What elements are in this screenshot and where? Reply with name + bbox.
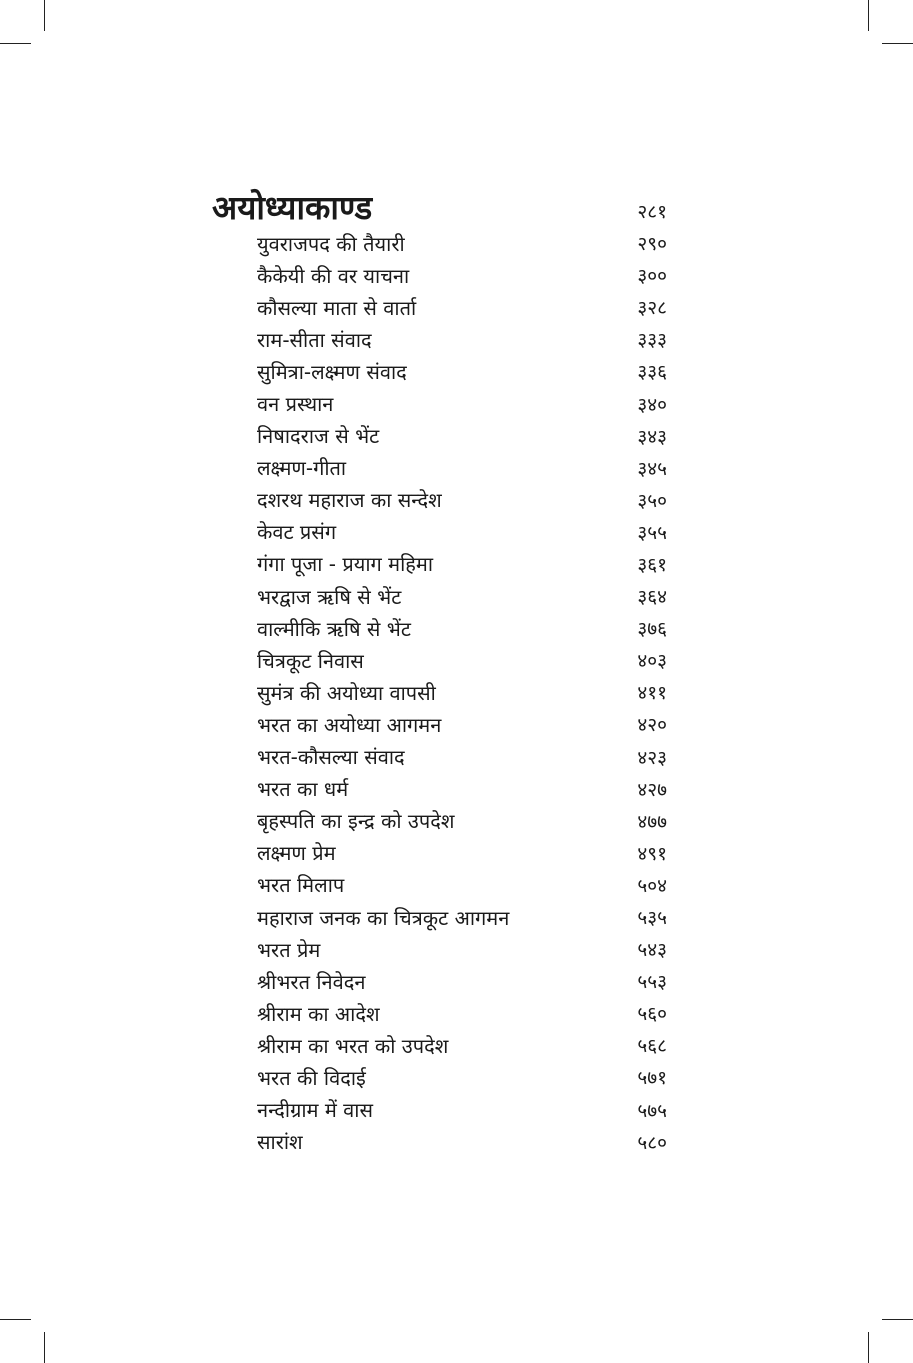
entry-title: लक्ष्मण-गीता (257, 456, 347, 481)
entry-title: केवट प्रसंग (257, 520, 337, 545)
entry-page-number: ५७५ (637, 1099, 667, 1122)
section-page-number: २८१ (637, 201, 667, 223)
entry-title: राम-सीता संवाद (257, 327, 372, 352)
toc-entry (257, 644, 667, 676)
entry-title: भरत की विदाई (257, 1065, 366, 1090)
entry-title: श्रीभरत निवेदन (257, 969, 366, 994)
entry-title: नन्दीग्राम में वास (257, 1098, 373, 1123)
toc-entry (257, 837, 667, 869)
entry-page-number: ३०० (637, 265, 667, 288)
toc-entry (257, 901, 667, 933)
toc-entry (257, 773, 667, 805)
entry-title: भरत मिलाप (257, 873, 345, 898)
entry-title: वन प्रस्थान (257, 392, 334, 417)
entry-title: भरत का अयोध्या आगमन (257, 712, 442, 737)
entry-page-number: ५७१ (637, 1067, 667, 1090)
entry-title: भरत का धर्म (257, 777, 349, 802)
toc-entry (257, 259, 667, 291)
toc-entry (257, 291, 667, 323)
entry-page-number: ३७६ (637, 618, 667, 641)
entry-title: युवराजपद की तैयारी (257, 231, 405, 256)
toc-entry (257, 965, 667, 997)
entry-page-number: ४७७ (637, 810, 667, 833)
entry-page-number: ३५५ (637, 521, 667, 544)
toc-entry (257, 869, 667, 901)
entry-page-number: ४२० (637, 714, 667, 737)
entry-page-number: ५५३ (637, 971, 667, 994)
entry-title: बृहस्पति का इन्द्र को उपदेश (257, 809, 455, 834)
entry-title: दशरथ महाराज का सन्देश (257, 488, 442, 513)
entry-page-number: ३३६ (637, 361, 667, 384)
entry-page-number: ३२८ (637, 297, 667, 320)
toc-entry (257, 676, 667, 708)
entry-title: लक्ष्मण प्रेम (257, 841, 336, 866)
entry-page-number: ४२३ (637, 746, 667, 769)
entry-title: भरद्वाज ऋषि से भेंट (257, 584, 402, 609)
entry-page-number: ५४३ (637, 939, 667, 962)
toc-entry (257, 741, 667, 773)
entry-title: सुमित्रा-लक्ष्मण संवाद (257, 359, 407, 384)
entry-page-number: ३४५ (637, 457, 667, 480)
entry-page-number: ३४० (637, 393, 667, 416)
toc-entry-list (257, 227, 667, 1158)
entry-page-number: ३५० (637, 489, 667, 512)
entry-page-number: ५३५ (637, 907, 667, 930)
entry-page-number: ४९१ (637, 842, 667, 865)
entry-title: श्रीराम का आदेश (257, 1001, 380, 1026)
entry-page-number: ३६१ (637, 553, 667, 576)
toc-entry (257, 227, 667, 259)
entry-page-number: ३६४ (637, 586, 667, 609)
toc-entry (257, 1029, 667, 1061)
toc-entry (257, 708, 667, 740)
toc-entry (257, 355, 667, 387)
toc-entry (257, 580, 667, 612)
entry-page-number: ५०४ (637, 874, 667, 897)
entry-title: चित्रकूट निवास (257, 648, 364, 673)
entry-title: सारांश (257, 1130, 303, 1155)
toc-entry (257, 548, 667, 580)
entry-page-number: ३४३ (637, 425, 667, 448)
toc-entry (257, 452, 667, 484)
entry-page-number: ३३३ (637, 329, 667, 352)
entry-page-number: ५६० (637, 1003, 667, 1026)
entry-page-number: ४०३ (637, 650, 667, 673)
entry-page-number: ५८० (637, 1131, 667, 1154)
toc-entry (257, 612, 667, 644)
toc-entry (257, 387, 667, 419)
entry-title: निषादराज से भेंट (257, 424, 380, 449)
toc-entry (257, 323, 667, 355)
entry-title: महाराज जनक का चित्रकूट आगमन (257, 905, 510, 930)
toc-entry (257, 933, 667, 965)
toc-entry (257, 997, 667, 1029)
section-title: अयोध्याकाण्ड (212, 188, 373, 227)
toc-entry (257, 1061, 667, 1093)
entry-title: भरत प्रेम (257, 937, 321, 962)
toc-entry (257, 1126, 667, 1158)
entry-page-number: २९० (637, 233, 667, 256)
toc-entry (257, 420, 667, 452)
toc-entry (257, 805, 667, 837)
entry-title: भरत-कौसल्या संवाद (257, 745, 405, 770)
entry-page-number: ४२७ (637, 778, 667, 801)
toc-entry (257, 1094, 667, 1126)
entry-title: सुमंत्र की अयोध्या वापसी (257, 680, 436, 705)
entry-page-number: ४११ (637, 682, 667, 705)
entry-title: गंगा पूजा - प्रयाग महिमा (257, 552, 434, 577)
toc-entry (257, 516, 667, 548)
entry-title: कैकेयी की वर याचना (257, 263, 410, 288)
entry-title: कौसल्या माता से वार्ता (257, 295, 417, 320)
entry-title: वाल्मीकि ऋषि से भेंट (257, 616, 411, 641)
entry-page-number: ५६८ (637, 1035, 667, 1058)
toc-entry (257, 484, 667, 516)
entry-title: श्रीराम का भरत को उपदेश (257, 1033, 449, 1058)
